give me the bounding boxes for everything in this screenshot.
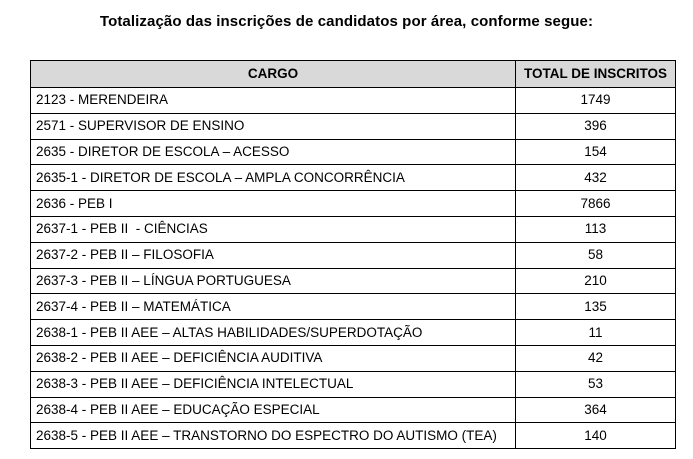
total-cell: 364: [516, 397, 676, 423]
total-cell: 154: [516, 139, 676, 165]
table-row: [31, 139, 676, 165]
total-cell: 113: [516, 216, 676, 242]
table-row: [31, 268, 676, 294]
page-title: Totalização das inscrições de candidatos por área, conforme segue:: [99, 13, 594, 30]
table-row: [31, 397, 676, 423]
table-row: [31, 423, 676, 449]
total-cell: 396: [516, 113, 676, 139]
table-row: [31, 320, 676, 346]
cargo-cell: 2638-4 - PEB II AEE – EDUCAÇÃO ESPECIAL: [31, 397, 516, 423]
header-cargo: CARGO: [31, 61, 516, 88]
table-row: [31, 88, 676, 114]
cargo-cell: 2638-3 - PEB II AEE – DEFICIÊNCIA INTELECTUAL: [31, 371, 516, 397]
table-row: [31, 345, 676, 371]
table-row: [31, 191, 676, 217]
total-cell: 42: [516, 345, 676, 371]
total-cell: 140: [516, 423, 676, 449]
cargo-cell: 2637-2 - PEB II – FILOSOFIA: [31, 242, 516, 268]
cargo-cell: 2635 - DIRETOR DE ESCOLA – ACESSO: [31, 139, 516, 165]
cargo-cell: 2637-4 - PEB II – MATEMÁTICA: [31, 294, 516, 320]
cargo-cell: 2638-5 - PEB II AEE – TRANSTORNO DO ESPECTRO DO AUTISMO (TEA): [31, 423, 516, 449]
table-row: [31, 113, 676, 139]
table-row: [31, 242, 676, 268]
total-cell: 7866: [516, 191, 676, 217]
table-header-row: [31, 61, 676, 88]
registrations-table: [30, 60, 676, 449]
cargo-cell: 2637-3 - PEB II – LÍNGUA PORTUGUESA: [31, 268, 516, 294]
cargo-cell: 2638-2 - PEB II AEE – DEFICIÊNCIA AUDITIVA: [31, 345, 516, 371]
total-cell: 210: [516, 268, 676, 294]
cargo-cell: 2636 - PEB I: [31, 191, 516, 217]
total-cell: 53: [516, 371, 676, 397]
cargo-cell: 2571 - SUPERVISOR DE ENSINO: [31, 113, 516, 139]
table-row: [31, 165, 676, 191]
cargo-cell: 2635-1 - DIRETOR DE ESCOLA – AMPLA CONCORRÊNCIA: [31, 165, 516, 191]
cargo-cell: 2638-1 - PEB II AEE – ALTAS HABILIDADES/SUPERDOTAÇÃO: [31, 320, 516, 346]
cargo-cell: 2123 - MERENDEIRA: [31, 88, 516, 114]
total-cell: 1749: [516, 88, 676, 114]
cargo-cell: 2637-1 - PEB II - CIÊNCIAS: [31, 216, 516, 242]
header-total-inscritos: TOTAL DE INSCRITOS: [516, 61, 676, 88]
table-row: [31, 294, 676, 320]
total-cell: 58: [516, 242, 676, 268]
total-cell: 432: [516, 165, 676, 191]
total-cell: 135: [516, 294, 676, 320]
table-row: [31, 371, 676, 397]
total-cell: 11: [516, 320, 676, 346]
table-row: [31, 216, 676, 242]
